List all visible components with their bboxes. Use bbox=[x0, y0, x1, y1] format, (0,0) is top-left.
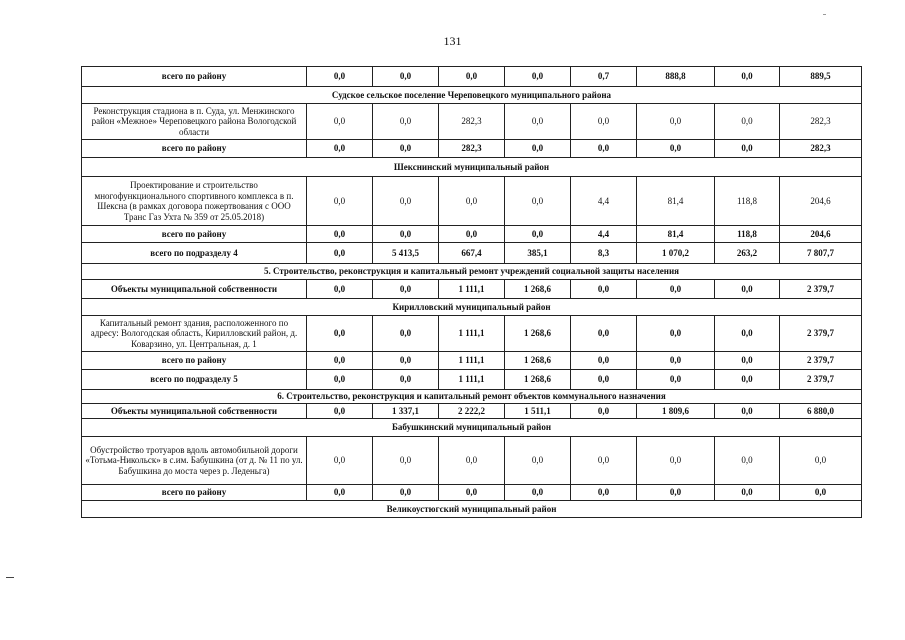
value-cell: 81,4 bbox=[637, 226, 715, 243]
value-cell: 1 111,1 bbox=[439, 316, 505, 352]
budget-table bbox=[81, 66, 862, 518]
value-cell: 0,0 bbox=[571, 280, 637, 299]
value-cell: 2 379,7 bbox=[780, 280, 862, 299]
value-cell: 1 111,1 bbox=[439, 352, 505, 370]
table-row bbox=[82, 243, 862, 264]
value-cell: 4,4 bbox=[571, 226, 637, 243]
value-cell: 0,0 bbox=[715, 140, 780, 158]
value-cell: 1 070,2 bbox=[637, 243, 715, 264]
value-cell: 1 268,6 bbox=[505, 370, 571, 390]
value-cell: 0,0 bbox=[307, 280, 373, 299]
value-cell: 0,0 bbox=[373, 177, 439, 226]
value-cell: 0,0 bbox=[307, 485, 373, 501]
value-cell: 2 222,2 bbox=[439, 404, 505, 419]
table-row bbox=[82, 140, 862, 158]
margin-mark bbox=[6, 577, 14, 578]
row-name: Капитальный ремонт здания, расположенного по адресу: Вологодская область, Кирилловский район, д. Коварзино, ул. Центральная, д. 1 bbox=[82, 316, 307, 352]
value-cell: 0,0 bbox=[715, 370, 780, 390]
table-row bbox=[82, 437, 862, 485]
value-cell: 0,0 bbox=[505, 104, 571, 140]
value-cell: 0,0 bbox=[307, 226, 373, 243]
value-cell: 0,0 bbox=[439, 485, 505, 501]
value-cell: 0,0 bbox=[505, 226, 571, 243]
value-cell: 118,8 bbox=[715, 226, 780, 243]
value-cell: 0,0 bbox=[373, 104, 439, 140]
section-title: Бабушкинский муниципальный район bbox=[82, 419, 862, 437]
value-cell: 0,7 bbox=[571, 67, 637, 87]
value-cell: 889,5 bbox=[780, 67, 862, 87]
value-cell: 0,0 bbox=[637, 140, 715, 158]
value-cell: 0,0 bbox=[637, 104, 715, 140]
value-cell: 385,1 bbox=[505, 243, 571, 264]
value-cell: 0,0 bbox=[715, 352, 780, 370]
value-cell: 6 880,0 bbox=[780, 404, 862, 419]
value-cell: 1 111,1 bbox=[439, 280, 505, 299]
value-cell: 0,0 bbox=[715, 280, 780, 299]
row-name: Объекты муниципальной собственности bbox=[82, 404, 307, 419]
value-cell: 0,0 bbox=[373, 280, 439, 299]
table-row bbox=[82, 404, 862, 419]
section-title: 6. Строительство, реконструкция и капитальный ремонт объектов коммунального назначения bbox=[82, 390, 862, 404]
section-row bbox=[82, 501, 862, 518]
value-cell: 0,0 bbox=[307, 437, 373, 485]
row-name: всего по району bbox=[82, 485, 307, 501]
value-cell: 2 379,7 bbox=[780, 352, 862, 370]
section-row bbox=[82, 158, 862, 177]
value-cell: 0,0 bbox=[505, 177, 571, 226]
value-cell: 0,0 bbox=[571, 485, 637, 501]
value-cell: 0,0 bbox=[637, 437, 715, 485]
value-cell: 282,3 bbox=[439, 140, 505, 158]
value-cell: 0,0 bbox=[637, 370, 715, 390]
row-name: Реконструкция стадиона в п. Суда, ул. Менжинского район «Межное» Череповецкого района Вологодской области bbox=[82, 104, 307, 140]
section-title: Шекснинский муниципальный район bbox=[82, 158, 862, 177]
value-cell: 8,3 bbox=[571, 243, 637, 264]
value-cell: 0,0 bbox=[373, 316, 439, 352]
value-cell: 0,0 bbox=[637, 280, 715, 299]
section-title: Великоустюгский муниципальный район bbox=[82, 501, 862, 518]
value-cell: 282,3 bbox=[439, 104, 505, 140]
value-cell: 0,0 bbox=[439, 177, 505, 226]
value-cell: 0,0 bbox=[373, 140, 439, 158]
value-cell: 1 268,6 bbox=[505, 352, 571, 370]
table-row bbox=[82, 316, 862, 352]
value-cell: 0,0 bbox=[637, 316, 715, 352]
value-cell: 0,0 bbox=[439, 67, 505, 87]
value-cell: 0,0 bbox=[637, 352, 715, 370]
section-row bbox=[82, 390, 862, 404]
value-cell: 0,0 bbox=[715, 67, 780, 87]
value-cell: 1 268,6 bbox=[505, 316, 571, 352]
value-cell: 0,0 bbox=[780, 485, 862, 501]
value-cell: 0,0 bbox=[571, 316, 637, 352]
value-cell: 0,0 bbox=[373, 352, 439, 370]
value-cell: 0,0 bbox=[715, 437, 780, 485]
table-row bbox=[82, 485, 862, 501]
value-cell: 667,4 bbox=[439, 243, 505, 264]
value-cell: 0,0 bbox=[307, 140, 373, 158]
value-cell: 0,0 bbox=[505, 437, 571, 485]
value-cell: 0,0 bbox=[571, 370, 637, 390]
table-row bbox=[82, 352, 862, 370]
section-title: Кирилловский муниципальный район bbox=[82, 299, 862, 316]
row-name: всего по подразделу 5 bbox=[82, 370, 307, 390]
value-cell: 2 379,7 bbox=[780, 316, 862, 352]
section-title: Судское сельское поселение Череповецкого муниципального района bbox=[82, 87, 862, 104]
page-number: 131 bbox=[443, 34, 462, 48]
value-cell: 0,0 bbox=[715, 316, 780, 352]
value-cell: 7 807,7 bbox=[780, 243, 862, 264]
row-name: всего по району bbox=[82, 140, 307, 158]
value-cell: 0,0 bbox=[637, 485, 715, 501]
value-cell: 0,0 bbox=[439, 226, 505, 243]
row-name: Объекты муниципальной собственности bbox=[82, 280, 307, 299]
value-cell: 1 511,1 bbox=[505, 404, 571, 419]
value-cell: 5 413,5 bbox=[373, 243, 439, 264]
value-cell: 0,0 bbox=[307, 316, 373, 352]
value-cell: 0,0 bbox=[373, 485, 439, 501]
value-cell: 1 337,1 bbox=[373, 404, 439, 419]
value-cell: 1 111,1 bbox=[439, 370, 505, 390]
table-row bbox=[82, 177, 862, 226]
value-cell: 0,0 bbox=[439, 437, 505, 485]
value-cell: 0,0 bbox=[571, 437, 637, 485]
value-cell: 118,8 bbox=[715, 177, 780, 226]
value-cell: 0,0 bbox=[373, 226, 439, 243]
value-cell: 204,6 bbox=[780, 226, 862, 243]
row-name: всего по подразделу 4 bbox=[82, 243, 307, 264]
row-name: Проектирование и строительство многофункционального спортивного комплекса в п. Шексна (в рамках договора пожертвования с ООО Транс Газ Ухта № 359 от 25.05.2018) bbox=[82, 177, 307, 226]
table-row bbox=[82, 104, 862, 140]
value-cell: 0,0 bbox=[571, 404, 637, 419]
value-cell: 0,0 bbox=[505, 67, 571, 87]
value-cell: 1 809,6 bbox=[637, 404, 715, 419]
value-cell: 0,0 bbox=[307, 104, 373, 140]
value-cell: 0,0 bbox=[571, 104, 637, 140]
section-row bbox=[82, 299, 862, 316]
section-row bbox=[82, 264, 862, 280]
value-cell: 4,4 bbox=[571, 177, 637, 226]
table-row bbox=[82, 280, 862, 299]
value-cell: 0,0 bbox=[373, 67, 439, 87]
table-row bbox=[82, 226, 862, 243]
row-name: Обустройство тротуаров вдоль автомобильной дороги «Тотьма-Никольск» в с.им. Бабушкина (от д. № 11 по ул. Бабушкина до моста через р. Леденьга) bbox=[82, 437, 307, 485]
value-cell: 263,2 bbox=[715, 243, 780, 264]
section-title: 5. Строительство, реконструкция и капитальный ремонт учреждений социальной защиты населения bbox=[82, 264, 862, 280]
value-cell: 0,0 bbox=[715, 485, 780, 501]
value-cell: 0,0 bbox=[715, 104, 780, 140]
value-cell: 0,0 bbox=[307, 67, 373, 87]
value-cell: 0,0 bbox=[571, 352, 637, 370]
value-cell: 0,0 bbox=[373, 437, 439, 485]
value-cell: 0,0 bbox=[780, 437, 862, 485]
value-cell: 0,0 bbox=[715, 404, 780, 419]
value-cell: 1 268,6 bbox=[505, 280, 571, 299]
row-name: всего по району bbox=[82, 352, 307, 370]
value-cell: 282,3 bbox=[780, 104, 862, 140]
value-cell: 0,0 bbox=[307, 177, 373, 226]
value-cell: 81,4 bbox=[637, 177, 715, 226]
value-cell: 0,0 bbox=[307, 243, 373, 264]
section-row bbox=[82, 87, 862, 104]
table-row bbox=[82, 370, 862, 390]
value-cell: 204,6 bbox=[780, 177, 862, 226]
value-cell: 0,0 bbox=[571, 140, 637, 158]
value-cell: 0,0 bbox=[307, 370, 373, 390]
value-cell: 2 379,7 bbox=[780, 370, 862, 390]
value-cell: 0,0 bbox=[307, 352, 373, 370]
value-cell: 0,0 bbox=[373, 370, 439, 390]
value-cell: 888,8 bbox=[637, 67, 715, 87]
table-row bbox=[82, 67, 862, 87]
row-name: всего по району bbox=[82, 67, 307, 87]
value-cell: 0,0 bbox=[307, 404, 373, 419]
value-cell: 0,0 bbox=[505, 140, 571, 158]
value-cell: 0,0 bbox=[505, 485, 571, 501]
section-row bbox=[82, 419, 862, 437]
value-cell: 282,3 bbox=[780, 140, 862, 158]
row-name: всего по району bbox=[82, 226, 307, 243]
scan-artifact bbox=[823, 14, 826, 15]
